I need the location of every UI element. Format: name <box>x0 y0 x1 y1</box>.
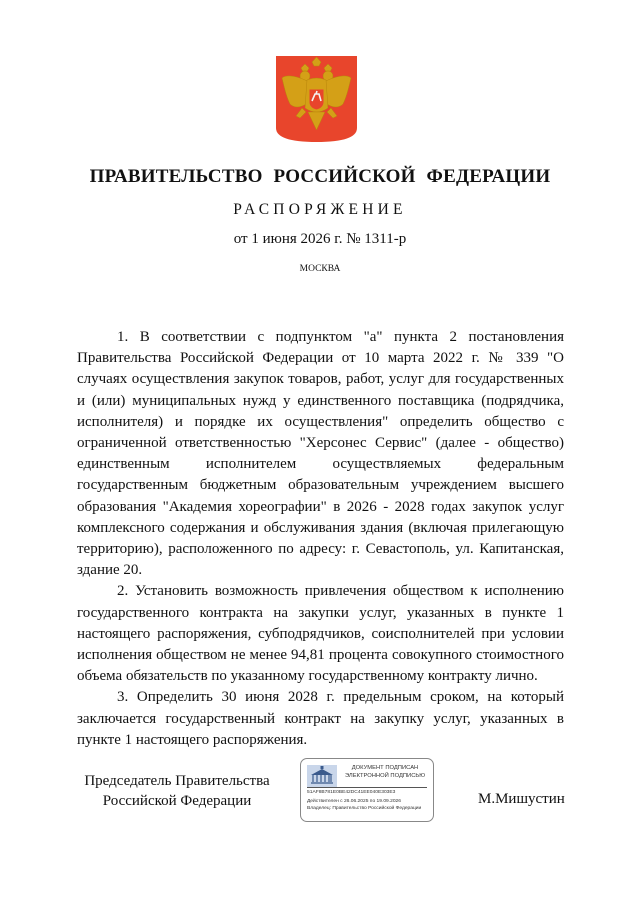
paragraph-1: 1. В соответствии с подпунктом "а" пункта 2 постановления Правительства Российской Федерации от 10 марта 2022 г. № 339 "О случаях осуществления закупок товаров, работ, услуг для государственных и (или) муниципальных нужд у единственного поставщика (подрядчика, исполнителя) и порядке их осуществления" определить общество с ограниченной ответственностью "Херсонес Сервис" (далее - общество) единственным исполнителем осуществляемых федеральным государственным бюджетным образовательным учреждением высшего образования "Академия хореографии" в 2026 - 2028 годах закупок услуг комплексного содержания и обслуживания здания (включая прилегающую территорию), расположенного по адресу: г. Севастополь, ул. Капитанская, здание 20. <box>77 329 564 579</box>
stamp-title <box>339 765 431 780</box>
signer-position-line-2: Российской Федерации <box>102 792 252 809</box>
coat-of-arms-icon <box>276 56 357 142</box>
document-body <box>77 327 564 751</box>
stamp-owner: Владелец: Правительство Российской Федерации <box>307 806 422 811</box>
document-date-number: от 1 июня 2026 г. № 1311-р <box>233 231 407 247</box>
signer-position-line-1: Председатель Правительства <box>84 773 270 789</box>
document-city: МОСКВА <box>299 264 341 274</box>
stamp-certificate: 51AF8B781E0BE42DC41EE040E303E3 <box>307 790 396 795</box>
signer-name: М.Мишустин <box>478 791 565 807</box>
signer-position <box>77 772 277 811</box>
stamp-title-line-2: ЭЛЕКТРОННОЙ ПОДПИСЬЮ <box>344 772 426 779</box>
paragraph-3: 3. Определить 30 июня 2028 г. предельным сроком, на который заключается государственный контракт на закупку услуг, указанных в пункте 1 настоящего распоряжения. <box>77 689 564 748</box>
government-title: ПРАВИТЕЛЬСТВО РОССИЙСКОЙ ФЕДЕРАЦИИ <box>89 166 551 187</box>
stamp-divider <box>307 787 427 788</box>
electronic-signature-stamp <box>300 758 434 822</box>
government-building-icon <box>307 765 337 787</box>
document-type: РАСПОРЯЖЕНИЕ <box>233 201 407 218</box>
paragraph-2: 2. Установить возможность привлечения обществом к исполнению государственного контракта на закупки услуг, указанных в пункте 1 настоящего распоряжения, субподрядчиков, соисполнителей при условии исполнения обществом не менее 94,81 процента совокупного стоимостного объема обязательств по указанному государственному контракту лично. <box>77 583 564 685</box>
stamp-title-line-1: ДОКУМЕНТ ПОДПИСАН <box>351 765 419 771</box>
stamp-validity: Действителен с 26.06.2025 по 19.09.2026 <box>307 799 401 804</box>
